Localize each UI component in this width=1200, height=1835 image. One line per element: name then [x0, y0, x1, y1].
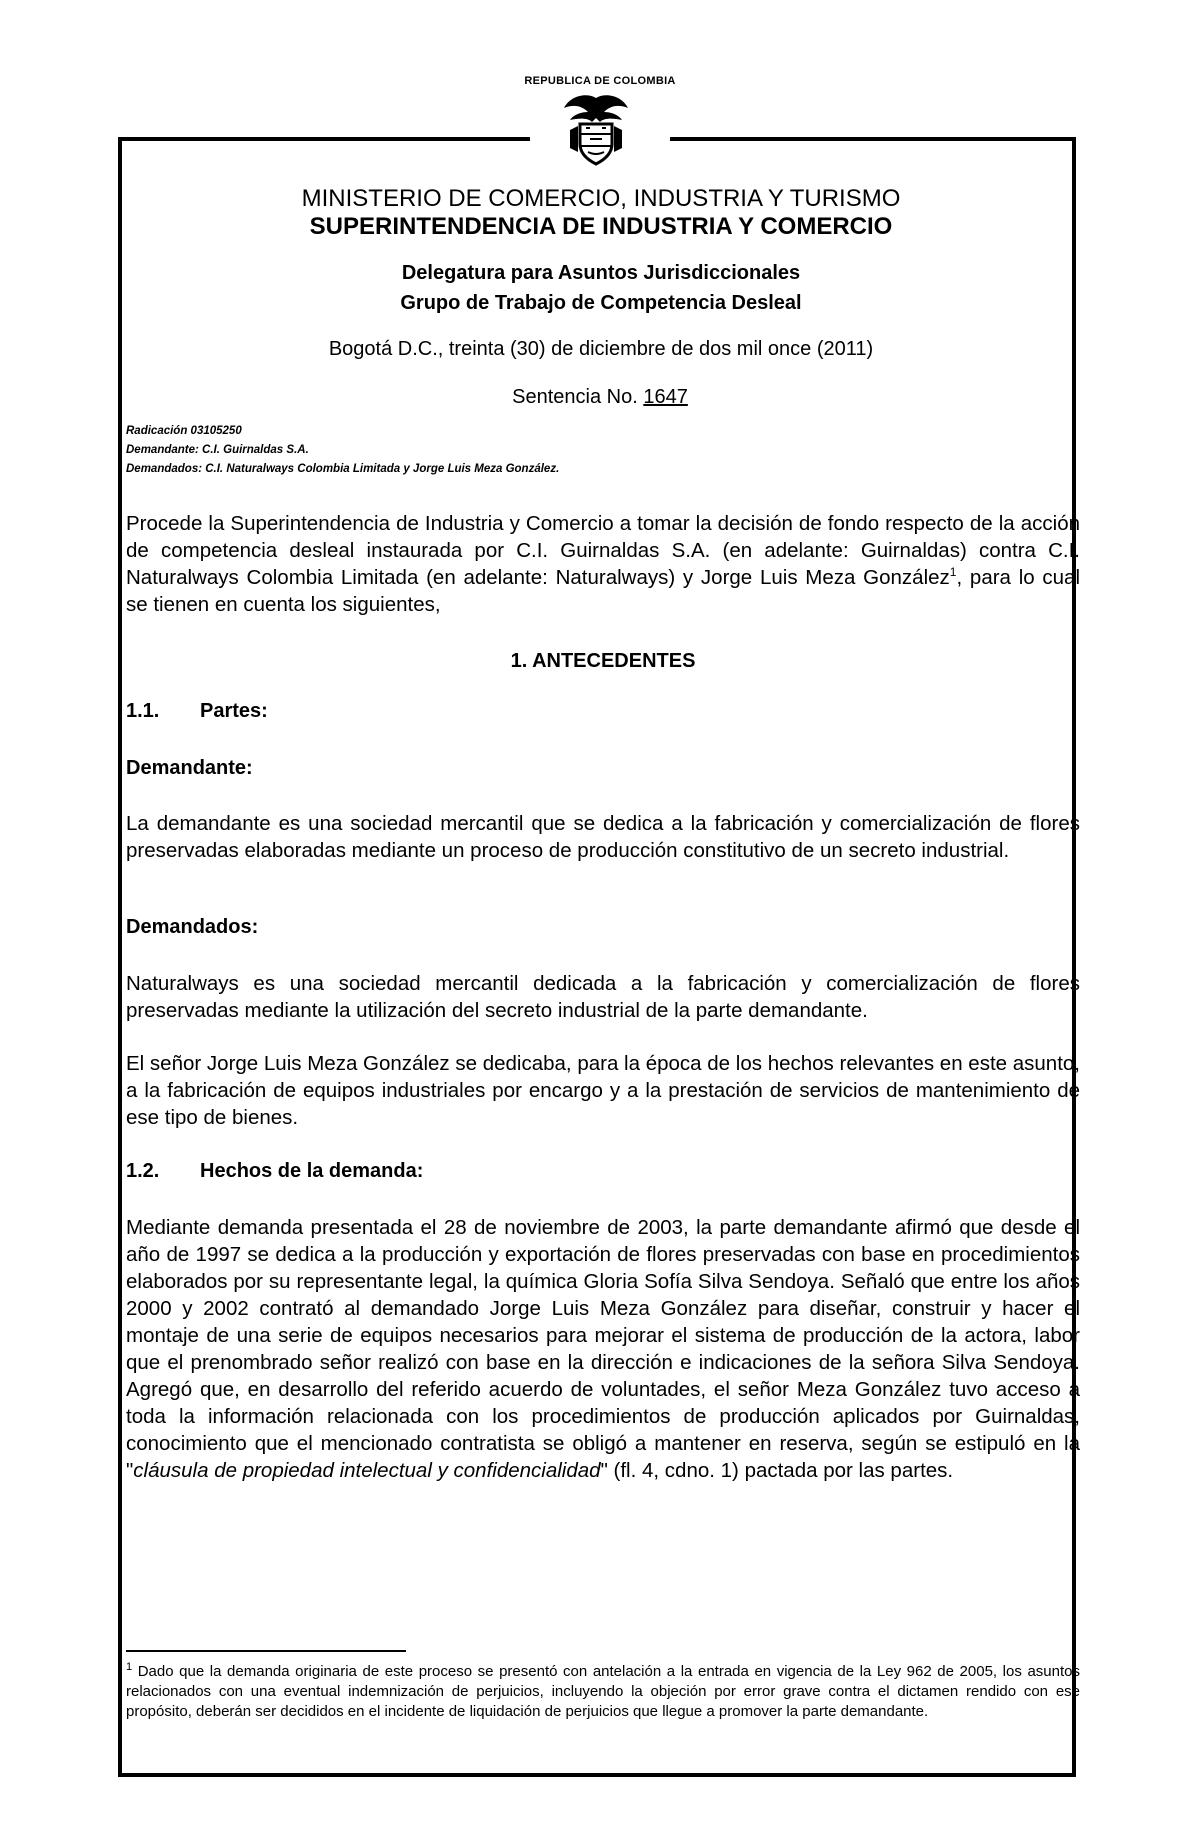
demandante-heading: Demandante:	[126, 757, 253, 779]
section-number: 1.2.	[126, 1160, 160, 1182]
intro-text: Procede la Superintendencia de Industria y Comercio a tomar la decisión de fondo respecto de la acción de competencia desleal instaurada por C.I. Guirnaldas S.A. (en adelante: Guirnaldas) contra C.I. Naturalways Colombia Limitada (en adelante: Naturalways) y Jorge Luis Meza González	[126, 512, 1080, 589]
delegatura-title: Delegatura para Asuntos Jurisdiccionales	[401, 262, 801, 284]
footnote-text: Dado que la demanda originaria de este proceso se presentó con antelación a la entrada en vigencia de la Ley 962 de 2005, los asuntos relacionados con una eventual indemnización de perjuicios, incluyendo la objeción por error grave contra el dictamen rendido con ese propósito, deberán ser decididos en el incidente de liquidación de perjuicios que llegue a promover la parte demandante.	[126, 1663, 1080, 1720]
sentencia-number: 1647	[643, 386, 688, 408]
demandados-paragraph-2: El señor Jorge Luis Meza González se dedicaba, para la época de los hechos relevantes en este asunto, a la fabricación de equipos industriales por encargo y a la prestación de servicios de mantenimiento de ese tipo de bienes.	[126, 1052, 1080, 1129]
ministry-name: MINISTERIO DE COMERCIO, INDUSTRIA Y TURISMO	[301, 185, 901, 212]
intro-text-end: , para lo cual se tienen en cuenta los siguientes,	[126, 566, 1081, 616]
footnote	[126, 1662, 1080, 1722]
section-1-2-heading	[126, 1160, 423, 1183]
demandante-paragraph: La demandante es una sociedad mercantil que se dedica a la fabricación y comercialización de flores preservadas elaboradas mediante un proceso de producción constitutivo de un secreto industrial.	[126, 812, 1080, 862]
intro-paragraph	[126, 510, 1080, 618]
section-1-1-heading	[126, 700, 268, 723]
grupo-title: Grupo de Trabajo de Competencia Desleal	[400, 292, 802, 314]
republic-label: REPUBLICA DE COLOMBIA	[524, 75, 676, 87]
date-line: Bogotá D.C., treinta (30) de diciembre de dos mil once (2011)	[328, 338, 874, 360]
section-title: Hechos de la demanda:	[200, 1160, 424, 1182]
section-title: Partes:	[200, 700, 268, 722]
section-number: 1.1.	[126, 700, 160, 722]
hechos-paragraph	[126, 1214, 1080, 1484]
sentencia-line	[0, 386, 1200, 409]
antecedentes-heading: 1. ANTECEDENTES	[510, 650, 696, 672]
demandados-heading: Demandados:	[126, 916, 259, 938]
sentencia-label: Sentencia No.	[512, 386, 638, 408]
page-border	[118, 137, 1076, 1777]
footnote-ref: 1	[949, 565, 957, 580]
footnote-rule	[126, 1650, 406, 1652]
footnote-number: 1	[126, 1661, 133, 1673]
hechos-italic: cláusula de propiedad intelectual y confidencialidad	[133, 1459, 601, 1482]
hechos-text-end: " (fl. 4, cdno. 1) pactada por las partes.	[600, 1459, 954, 1482]
demandante-meta: Demandante: C.I. Guirnaldas S.A.	[126, 444, 309, 456]
demandados-meta: Demandados: C.I. Naturalways Colombia Limitada y Jorge Luis Meza González.	[126, 463, 560, 475]
hechos-text: Mediante demanda presentada el 28 de noviembre de 2003, la parte demandante afirmó que desde el año de 1997 se dedica a la producción y exportación de flores preservadas con base en procedimientos elaborados por su representante legal, la química Gloria Sofía Silva Sendoya. Señaló que entre los años 2000 y 2002 contrató al demandado Jorge Luis Meza González para diseñar, construir y hacer el montaje de una serie de equipos necesarios para mejorar el sistema de producción de la actora, labor que el prenombrado señor realizó con base en la dirección e indicaciones de la señora Silva Sendoya. Agregó que, en desarrollo del referido acuerdo de voluntades, el señor Meza González tuvo acceso a toda la información relacionada con los procedimientos de producción aplicados por Guirnaldas, conocimiento que el mencionado contratista se obligó a mantener en reserva, según se estipuló en la "	[126, 1216, 1080, 1482]
demandados-paragraph-1: Naturalways es una sociedad mercantil dedicada a la fabricación y comercialización de flores preservadas mediante la utilización del secreto industrial de la parte demandante.	[126, 972, 1080, 1022]
coat-of-arms-icon	[556, 90, 636, 170]
agency-name: SUPERINTENDENCIA DE INDUSTRIA Y COMERCIO	[309, 213, 893, 240]
radicacion: Radicación 03105250	[126, 425, 242, 437]
